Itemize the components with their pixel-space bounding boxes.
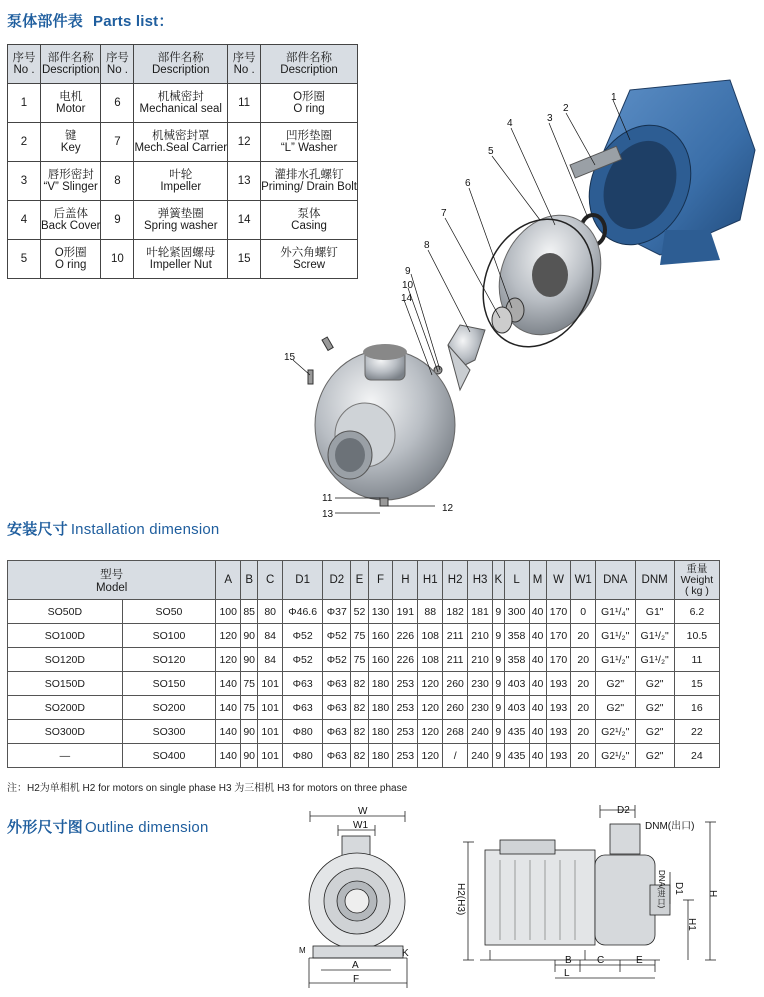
- weight-cell: 11: [674, 648, 719, 672]
- dimension-cell: 180: [368, 696, 393, 720]
- dimension-cell: 80: [258, 600, 283, 624]
- dimension-cell: G1¹/₂": [595, 648, 635, 672]
- installation-row: [8, 672, 720, 696]
- dimension-cell: G1¹/₂": [635, 624, 674, 648]
- dimension-cell: 140: [216, 672, 241, 696]
- dimension-cell: 82: [351, 672, 368, 696]
- dimension-label-d2: D2: [617, 805, 630, 816]
- dimension-cell: 210: [468, 624, 493, 648]
- dimension-cell: 9: [492, 648, 504, 672]
- dimension-cell: 226: [393, 648, 418, 672]
- dimension-cell: 52: [351, 600, 368, 624]
- dimension-cell: 140: [216, 720, 241, 744]
- col-dnm: DNM: [635, 561, 674, 600]
- dimension-label-f: F: [353, 974, 360, 985]
- dimension-cell: 20: [571, 720, 596, 744]
- model-cell: SO300D: [8, 720, 123, 744]
- dimension-cell: 120: [418, 720, 443, 744]
- dimension-cell: 40: [529, 744, 546, 768]
- dimension-cell: 9: [492, 600, 504, 624]
- part-description: 泵体 Casing: [261, 201, 358, 240]
- weight-cell: 22: [674, 720, 719, 744]
- part-number: 2: [8, 123, 41, 162]
- col-e: E: [351, 561, 368, 600]
- installation-table: [7, 560, 720, 768]
- dimension-cell: 120: [216, 648, 241, 672]
- model-cell: SO100D: [8, 624, 123, 648]
- dimension-cell: 20: [571, 696, 596, 720]
- col-b: B: [241, 561, 258, 600]
- dimension-label-a: A: [352, 960, 359, 971]
- callout-label: 4: [507, 118, 513, 129]
- dimension-cell: 140: [216, 744, 241, 768]
- dimension-cell: 193: [546, 720, 571, 744]
- dimension-cell: 0: [571, 600, 596, 624]
- callout-label: 8: [424, 240, 430, 251]
- part-number: 9: [101, 201, 134, 240]
- dimension-cell: 226: [393, 624, 418, 648]
- dimension-cell: 82: [351, 720, 368, 744]
- dimension-cell: Φ52: [323, 648, 351, 672]
- part-description: 外六角螺钉 Screw: [261, 240, 358, 279]
- dimension-cell: Φ52: [283, 648, 323, 672]
- col-desc: 部件名称 Description: [41, 45, 101, 84]
- dimension-cell: 20: [571, 744, 596, 768]
- dimension-cell: Φ63: [323, 744, 351, 768]
- dimension-cell: 253: [393, 744, 418, 768]
- dimension-label-d1: D1: [673, 882, 684, 895]
- dimension-cell: 40: [529, 696, 546, 720]
- dimension-cell: 253: [393, 696, 418, 720]
- dimension-cell: 90: [241, 744, 258, 768]
- col-h2: H2: [443, 561, 468, 600]
- col-model: 型号 Model: [8, 561, 216, 600]
- part-description: 机械密封 Mechanical seal: [134, 84, 228, 123]
- installation-row: [8, 600, 720, 624]
- callout-label: 7: [441, 208, 447, 219]
- weight-cell: 24: [674, 744, 719, 768]
- model-cell: SO200: [122, 696, 216, 720]
- part-number: 6: [101, 84, 134, 123]
- callout-label: 15: [284, 352, 296, 363]
- col-h1: H1: [418, 561, 443, 600]
- weight-cell: 15: [674, 672, 719, 696]
- part-number: 10: [101, 240, 134, 279]
- col-m: M: [529, 561, 546, 600]
- motor-illustration: [570, 80, 755, 265]
- outline-heading-zh: 外形尺寸图: [7, 819, 84, 836]
- dimension-cell: 90: [241, 720, 258, 744]
- dimension-cell: 300: [504, 600, 529, 624]
- dimension-label-h: H: [707, 890, 718, 898]
- dimension-cell: 108: [418, 648, 443, 672]
- callout-label: 5: [488, 146, 494, 157]
- dimension-cell: 160: [368, 648, 393, 672]
- dimension-cell: 100: [216, 600, 241, 624]
- dimension-cell: 85: [241, 600, 258, 624]
- dimension-cell: 84: [258, 648, 283, 672]
- weight-cell: 6.2: [674, 600, 719, 624]
- dimension-cell: G1¹/₄": [595, 600, 635, 624]
- dimension-cell: Φ37: [323, 600, 351, 624]
- dimension-cell: 403: [504, 696, 529, 720]
- dimension-cell: 130: [368, 600, 393, 624]
- dimension-cell: G1¹/₂": [635, 648, 674, 672]
- dimension-cell: 84: [258, 624, 283, 648]
- part-description: 凹形垫圈 “L” Washer: [261, 123, 358, 162]
- dimension-cell: 75: [351, 624, 368, 648]
- installation-row: [8, 648, 720, 672]
- dimension-cell: 180: [368, 720, 393, 744]
- part-description: 叶轮紧固螺母 Impeller Nut: [134, 240, 228, 279]
- col-no: 序号 No .: [101, 45, 134, 84]
- part-description: 电机 Motor: [41, 84, 101, 123]
- dimension-cell: G2": [635, 672, 674, 696]
- col-dna: DNA: [595, 561, 635, 600]
- callout-label: 1: [611, 92, 617, 103]
- model-cell: SO400: [122, 744, 216, 768]
- installation-row: [8, 744, 720, 768]
- model-cell: SO120: [122, 648, 216, 672]
- col-f: F: [368, 561, 393, 600]
- part-number: 13: [228, 162, 261, 201]
- col-w: W: [546, 561, 571, 600]
- dimension-cell: 193: [546, 744, 571, 768]
- dimension-label-h2h3: H2(H3): [455, 883, 466, 916]
- install-heading-en: Installation dimension: [70, 521, 220, 538]
- model-cell: SO50D: [8, 600, 123, 624]
- dimension-cell: Φ63: [323, 696, 351, 720]
- part-number: 3: [8, 162, 41, 201]
- dimension-cell: 170: [546, 624, 571, 648]
- dimension-label-m: M: [299, 946, 306, 955]
- dimension-cell: 20: [571, 672, 596, 696]
- part-number: 7: [101, 123, 134, 162]
- dimension-cell: Φ52: [323, 624, 351, 648]
- weight-cell: 16: [674, 696, 719, 720]
- exploded-view: [270, 70, 760, 525]
- dimension-cell: Φ80: [283, 744, 323, 768]
- col-h3: H3: [468, 561, 493, 600]
- model-cell: SO300: [122, 720, 216, 744]
- model-cell: SO150D: [8, 672, 123, 696]
- dimension-cell: 268: [443, 720, 468, 744]
- dimension-cell: 9: [492, 720, 504, 744]
- dimension-cell: 20: [571, 648, 596, 672]
- model-cell: —: [8, 744, 123, 768]
- dimension-cell: G2": [635, 696, 674, 720]
- dimension-cell: 191: [393, 600, 418, 624]
- dimension-cell: 101: [258, 744, 283, 768]
- dimension-cell: 75: [241, 696, 258, 720]
- model-cell: SO120D: [8, 648, 123, 672]
- model-cell: SO100: [122, 624, 216, 648]
- part-number: 5: [8, 240, 41, 279]
- col-weight: 重量 Weight ( kg ): [674, 561, 719, 600]
- dimension-cell: Φ80: [283, 720, 323, 744]
- dimension-cell: Φ63: [323, 672, 351, 696]
- installation-row: [8, 624, 720, 648]
- model-cell: SO200D: [8, 696, 123, 720]
- col-desc: 部件名称 Description: [134, 45, 228, 84]
- col-l: L: [504, 561, 529, 600]
- dimension-cell: 358: [504, 624, 529, 648]
- part-description: 键 Key: [41, 123, 101, 162]
- dimension-cell: 170: [546, 648, 571, 672]
- part-number: 14: [228, 201, 261, 240]
- dimension-cell: /: [443, 744, 468, 768]
- dimension-cell: 82: [351, 696, 368, 720]
- dimension-cell: 403: [504, 672, 529, 696]
- dimension-cell: 75: [241, 672, 258, 696]
- dimension-cell: Φ63: [283, 672, 323, 696]
- impeller-illustration: [448, 325, 485, 390]
- dimension-cell: G2": [595, 672, 635, 696]
- dimension-cell: 40: [529, 720, 546, 744]
- dimension-cell: G2": [595, 696, 635, 720]
- dimension-cell: 253: [393, 672, 418, 696]
- dimension-cell: G2¹/₂": [595, 720, 635, 744]
- dimension-cell: 108: [418, 624, 443, 648]
- part-description: 唇形密封 “V” Slinger: [41, 162, 101, 201]
- dimension-cell: 40: [529, 648, 546, 672]
- dimension-label-e: E: [636, 955, 643, 966]
- dimension-label-l: L: [564, 968, 570, 979]
- callout-label: 11: [322, 493, 333, 504]
- callout-label: 2: [563, 103, 569, 114]
- callout-label: 12: [442, 503, 454, 514]
- dimension-cell: 90: [241, 648, 258, 672]
- callout-label: 6: [465, 178, 471, 189]
- dimension-cell: 170: [546, 600, 571, 624]
- dimension-cell: 101: [258, 672, 283, 696]
- col-no: 序号 No .: [228, 45, 261, 84]
- dimension-cell: G1¹/₂": [595, 624, 635, 648]
- col-h: H: [393, 561, 418, 600]
- dimension-cell: 120: [418, 744, 443, 768]
- part-description: 灌排水孔螺钉 Priming/ Drain Bolt: [261, 162, 358, 201]
- dimension-cell: 101: [258, 720, 283, 744]
- dimension-cell: 180: [368, 672, 393, 696]
- col-no: 序号 No .: [8, 45, 41, 84]
- col-w1: W1: [571, 561, 596, 600]
- part-description: 机械密封罩 Mech.Seal Carrier: [134, 123, 228, 162]
- dimension-cell: Φ46.6: [283, 600, 323, 624]
- callout-label: 3: [547, 113, 553, 124]
- dimension-cell: 230: [468, 672, 493, 696]
- dimension-cell: 435: [504, 720, 529, 744]
- dimension-cell: 88: [418, 600, 443, 624]
- col-a: A: [216, 561, 241, 600]
- dimension-cell: 193: [546, 696, 571, 720]
- outline-heading: [7, 816, 208, 837]
- part-number: 8: [101, 162, 134, 201]
- dimension-cell: 193: [546, 672, 571, 696]
- dimension-cell: 120: [418, 672, 443, 696]
- dimension-cell: 210: [468, 648, 493, 672]
- dimension-cell: Φ63: [283, 696, 323, 720]
- installation-body: [8, 600, 720, 768]
- part-description: 后盖体 Back Cover: [41, 201, 101, 240]
- dimension-cell: 40: [529, 600, 546, 624]
- parts-heading-en: Parts list：: [93, 13, 174, 30]
- dimension-cell: 180: [368, 744, 393, 768]
- install-heading-zh: 安装尺寸: [7, 521, 68, 538]
- model-cell: SO50: [122, 600, 216, 624]
- dimension-label-h1: H1: [686, 918, 697, 931]
- dimension-cell: 9: [492, 744, 504, 768]
- install-heading: [7, 518, 219, 539]
- part-number: 12: [228, 123, 261, 162]
- dimension-cell: Φ52: [283, 624, 323, 648]
- col-c: C: [258, 561, 283, 600]
- callout-label: 9: [405, 266, 411, 277]
- part-description: O形圈 O ring: [261, 84, 358, 123]
- dimension-label-w: W: [358, 806, 368, 817]
- installation-row: [8, 720, 720, 744]
- weight-cell: 10.5: [674, 624, 719, 648]
- installation-row: [8, 696, 720, 720]
- callout-label: 10: [402, 280, 414, 291]
- installation-header-row: [8, 561, 720, 600]
- dimension-label-k: K: [402, 948, 409, 959]
- part-description: 叶轮 Impeller: [134, 162, 228, 201]
- dimension-cell: 253: [393, 720, 418, 744]
- dimension-cell: 82: [351, 744, 368, 768]
- footnote: 注：H2为单相机 H2 for motors on single phase H3 为三相机 H3 for motors on three phase: [7, 783, 408, 794]
- casing-illustration: [315, 344, 455, 500]
- dimension-cell: G2": [635, 720, 674, 744]
- part-number: 4: [8, 201, 41, 240]
- col-d1: D1: [283, 561, 323, 600]
- dimension-cell: G2¹/₂": [595, 744, 635, 768]
- dimension-cell: Φ63: [323, 720, 351, 744]
- col-k: K: [492, 561, 504, 600]
- dimension-cell: 211: [443, 624, 468, 648]
- dimension-cell: 240: [468, 744, 493, 768]
- callout-label: 13: [322, 509, 334, 520]
- part-number: 15: [228, 240, 261, 279]
- dimension-cell: 9: [492, 624, 504, 648]
- dimension-cell: 435: [504, 744, 529, 768]
- outline-heading-en: Outline dimension: [85, 819, 209, 836]
- dimension-cell: 120: [216, 624, 241, 648]
- dimension-label-w1: W1: [353, 820, 368, 831]
- dimension-cell: 9: [492, 672, 504, 696]
- dimension-cell: G2": [635, 744, 674, 768]
- col-desc: 部件名称 Description: [261, 45, 358, 84]
- part-description: 弹簧垫圈 Spring washer: [134, 201, 228, 240]
- dimension-cell: 240: [468, 720, 493, 744]
- parts-heading: [7, 10, 174, 31]
- dimension-cell: 90: [241, 624, 258, 648]
- part-number: 11: [228, 84, 261, 123]
- part-number: 1: [8, 84, 41, 123]
- dimension-cell: 260: [443, 696, 468, 720]
- dimension-label-dnm: DNM(出口): [645, 821, 695, 832]
- dimension-cell: G1": [635, 600, 674, 624]
- dimension-cell: 40: [529, 624, 546, 648]
- dimension-cell: 211: [443, 648, 468, 672]
- dimension-cell: 120: [418, 696, 443, 720]
- callout-label: 14: [401, 293, 413, 304]
- col-d2: D2: [323, 561, 351, 600]
- dimension-label-dna: DNA(进口): [657, 870, 666, 909]
- parts-heading-zh: 泵体部件表: [7, 13, 84, 30]
- dimension-cell: 160: [368, 624, 393, 648]
- dimension-cell: 358: [504, 648, 529, 672]
- dimension-cell: 140: [216, 696, 241, 720]
- dimension-label-b: B: [565, 955, 572, 966]
- dimension-label-c: C: [597, 955, 605, 966]
- dimension-cell: 20: [571, 624, 596, 648]
- dimension-cell: 182: [443, 600, 468, 624]
- dimension-cell: 40: [529, 672, 546, 696]
- dimension-cell: 75: [351, 648, 368, 672]
- part-description: O形圈 O ring: [41, 240, 101, 279]
- dimension-cell: 101: [258, 696, 283, 720]
- dimension-cell: 260: [443, 672, 468, 696]
- dimension-cell: 230: [468, 696, 493, 720]
- model-cell: SO150: [122, 672, 216, 696]
- dimension-cell: 9: [492, 696, 504, 720]
- dimension-cell: 181: [468, 600, 493, 624]
